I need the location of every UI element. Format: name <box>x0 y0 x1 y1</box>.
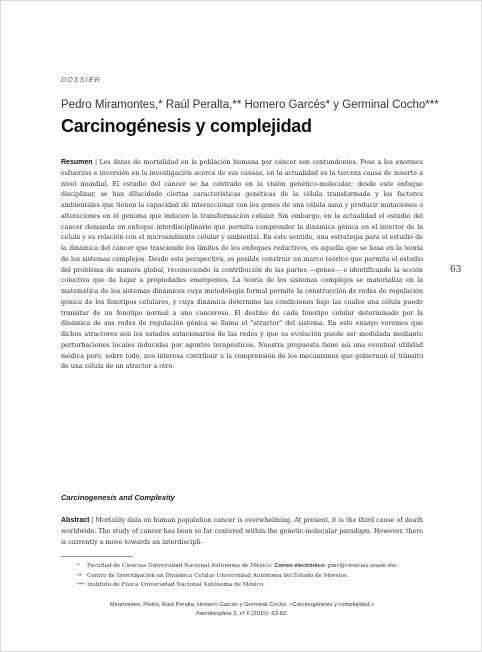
footnote-mark: ** <box>77 572 82 579</box>
resumen-text: Los datos de mortalidad en la población humana por cáncer son contundentes. Pese a los enormes esfuerzos e inversión en la investigación acerca de sus causas, en la actualidad es la tercera causa de muerte a nivel mundial. El estudio del cáncer se ha centrado en la visión genético-molecular; desde este enfoque disciplinar, se han dilucidado ciertas características genéticas de la célula transformada y los factores ambientales que tienen la capacidad de interaccionar con los genes de una célula sana y producir mutaciones o alteraciones en el genoma que inducen la transformación celular. Sin embargo, en la actualidad el estudio del cáncer demanda un enfoque interdisciplinario que permita comprender la dinámica génica en el interior de la célula y su relación con el microambiente celular y ambiental. En este sentido, una estrategia para el estudio de la dinámica del cáncer que trasciende los límites de los enfoques reductivos, es aquella que se basa en la teoría de los sistemas complejos. Desde esta perspectiva, es posible construir un marco teórico que permita el estudio del problema de manera global, reconociendo la contribución de las partes —genes— e identificando la acción colectiva que da lugar a propiedades emergentes. La teoría de los sistemas complejos se materializa en la matemática de los sistemas dinámicos cuya metodología formal permite la construcción de redes de regulación génica de los fenotipos celulares, y cuya dinámica determine las condiciones bajo las cuales una célula puede transitar de un fenotipo normal a uno canceroso. El destino de cada fenotipo celular determinado por la dinámica de sus redes de regulación génica se llama el "atractor" del sistema. En este ensayo veremos que dichos atractores son los estados estacionarios de las redes y que su evolución puede ser modulada mediante perturbaciones locales inducidas por agentes terapéuticos. Nuestra propuesta tiene así una eventual utilidad médica pero, sobre todo, nos interesa contribuir a la comprensión de los mecanismos que gobiernan el tránsito de una célula de un atractor a otro. <box>61 159 423 371</box>
english-subheading: Carcinogenesis and Complexity <box>61 493 175 502</box>
footnotes <box>77 562 423 591</box>
article-title: Carcinogénesis y complejidad <box>61 116 312 136</box>
footnote-mark: * <box>77 563 80 569</box>
citation-block <box>61 601 423 618</box>
section-label: DOSSIER <box>61 77 101 84</box>
footnote-text: Instituto de Física Universidad Nacional Autónoma de México. <box>87 582 265 588</box>
resumen-paragraph <box>61 158 423 373</box>
abstract-label: Abstract <box>61 517 90 524</box>
citation-source <box>61 610 423 619</box>
citation-journal: Interdisciplina <box>196 610 232 617</box>
abstract-text: Mortality data on human population cancer is overwhelming. At present, it is the third cause of death worldwide. The study of cancer has been so far centered within the genetic-molecular paradigm. However, there is currently a move towards an interdiscipli- <box>61 517 423 546</box>
citation-authors-title: Miramontes, Pedro, Raúl Peralta, Homero Garcés y Germinal Cocho. «Carcinogénesis y complejidad.» <box>109 602 375 608</box>
footnote-email-link[interactable]: pmv@ciencias.unam.mx <box>327 563 397 569</box>
footnote-mark: *** <box>77 582 85 588</box>
resumen-label: Resumen <box>61 159 93 166</box>
abstract-paragraph <box>61 516 423 548</box>
author-list: Pedro Miramontes,* Raúl Peralta,** Homero Garcés* y Germinal Cocho*** <box>61 99 439 111</box>
footnote-divider <box>61 556 133 557</box>
resumen-separator: | <box>95 159 97 166</box>
footnote-email-label: Correo electrónico: <box>274 563 326 569</box>
abstract-separator: | <box>91 517 94 524</box>
footnote-text: Centro de Investigación en Dinámica Celular Universidad Autónoma del Estado de Morelos. <box>87 572 349 579</box>
citation-details: 3, nº 6 (2015): 63-82. <box>233 610 288 617</box>
page-number: 63 <box>450 265 462 275</box>
footnote-item <box>77 562 423 571</box>
footnote-item <box>77 581 423 590</box>
footnote-text: Facultad de Ciencias Universidad Nacional Autónoma de México. <box>87 563 273 569</box>
footnote-item <box>77 572 423 581</box>
